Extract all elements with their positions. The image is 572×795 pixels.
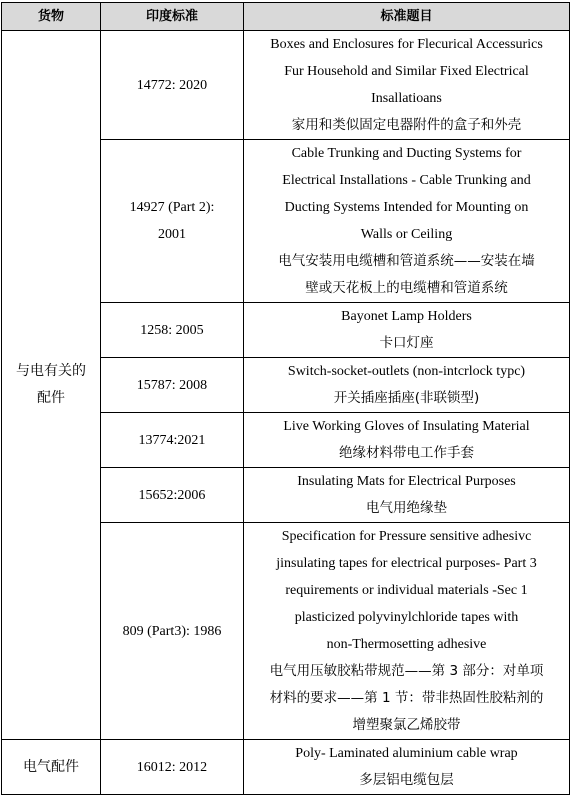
- standard-number: 15787: 2008: [136, 377, 208, 393]
- title-chinese: 绝缘材料带电工作手套: [339, 445, 474, 461]
- standard-number-cell: [101, 31, 244, 140]
- standard-number: 1258: 2005: [140, 322, 204, 338]
- title-english: Live Working Gloves of Insulating Material: [283, 419, 530, 434]
- title-chinese: 卡口灯座: [379, 335, 434, 351]
- title-english: Ducting Systems Intended for Mounting on: [284, 200, 529, 215]
- standard-title-cell: [244, 413, 570, 468]
- goods-cell: [2, 740, 101, 795]
- title-english: Fur Household and Similar Fixed Electrical: [284, 64, 529, 79]
- title-chinese: 材料的要求——第 1 节：带非热固性胶粘剂的: [269, 690, 544, 706]
- title-english: Insulating Mats for Electrical Purposes: [297, 474, 516, 489]
- table-row: [2, 31, 570, 140]
- title-chinese: 壁或天花板上的电缆槽和管道系统: [305, 280, 508, 296]
- goods-label: 与电有关的: [16, 363, 86, 379]
- standard-title-cell: [244, 740, 570, 795]
- standard-number-cell: [101, 740, 244, 795]
- table-body: [2, 31, 570, 795]
- standard-number: 809 (Part3): 1986: [122, 623, 222, 639]
- standard-title-cell: [244, 523, 570, 740]
- title-english: Switch-socket-outlets (non-intcrlock typc): [287, 364, 526, 379]
- standard-number-cell: [101, 303, 244, 358]
- header-title: 标准题目: [244, 3, 570, 31]
- title-english: Insallatioans: [371, 91, 442, 106]
- standard-number: 16012: 2012: [136, 759, 208, 775]
- standard-number: 13774:2021: [138, 432, 206, 448]
- title-chinese: 电气安装用电缆槽和管道系统——安装在墙: [278, 253, 535, 269]
- title-english: plasticized polyvinylchloride tapes with: [294, 610, 519, 625]
- standard-number-cell: [101, 413, 244, 468]
- standard-number-cell: [101, 358, 244, 413]
- title-english: Specification for Pressure sensitive adhesivc: [281, 529, 532, 544]
- goods-label: 电气配件: [23, 758, 79, 775]
- header-goods: 货物: [2, 3, 101, 31]
- title-english: Poly- Laminated aluminium cable wrap: [295, 746, 518, 761]
- standard-title-cell: [244, 358, 570, 413]
- standard-title-cell: [244, 140, 570, 303]
- standard-title-cell: [244, 31, 570, 140]
- standard-number: 15652:2006: [138, 487, 206, 503]
- title-english: requirements or individual materials -Sec 1: [285, 583, 528, 598]
- standards-table: [1, 2, 570, 795]
- title-english: Electrical Installations - Cable Trunking and: [282, 173, 531, 188]
- title-english: Boxes and Enclosures for Flecurical Accessurics: [270, 37, 543, 52]
- standard-title-cell: [244, 303, 570, 358]
- header-standard: 印度标准: [101, 3, 244, 31]
- goods-cell: [2, 31, 101, 740]
- title-chinese: 电气用压敏胶粘带规范——第 3 部分：对单项: [269, 663, 544, 679]
- standard-number: 14927 (Part 2):: [129, 200, 215, 215]
- standard-number: 14772: 2020: [136, 77, 208, 93]
- title-chinese: 家用和类似固定电器附件的盒子和外壳: [291, 117, 522, 133]
- title-english: jinsulating tapes for electrical purposes- Part 3: [276, 556, 537, 571]
- standard-number-cell: [101, 468, 244, 523]
- standard-number: 2001: [158, 227, 186, 242]
- table-row: [2, 740, 570, 795]
- title-chinese: 电气用绝缘垫: [366, 500, 447, 516]
- standard-number-cell: [101, 140, 244, 303]
- standard-number-cell: [101, 523, 244, 740]
- header-row: [2, 3, 570, 31]
- title-english: Cable Trunking and Ducting Systems for: [291, 146, 522, 161]
- title-english: Bayonet Lamp Holders: [341, 309, 472, 324]
- title-english: non-Thermosetting adhesive: [326, 637, 487, 652]
- title-english: Walls or Ceiling: [360, 227, 453, 242]
- title-chinese: 多层铝电缆包层: [359, 772, 454, 788]
- title-chinese: 开关插座插座(非联锁型): [333, 390, 480, 406]
- goods-label: 配件: [37, 390, 65, 406]
- standard-title-cell: [244, 468, 570, 523]
- title-chinese: 增塑聚氯乙烯胶带: [352, 717, 461, 733]
